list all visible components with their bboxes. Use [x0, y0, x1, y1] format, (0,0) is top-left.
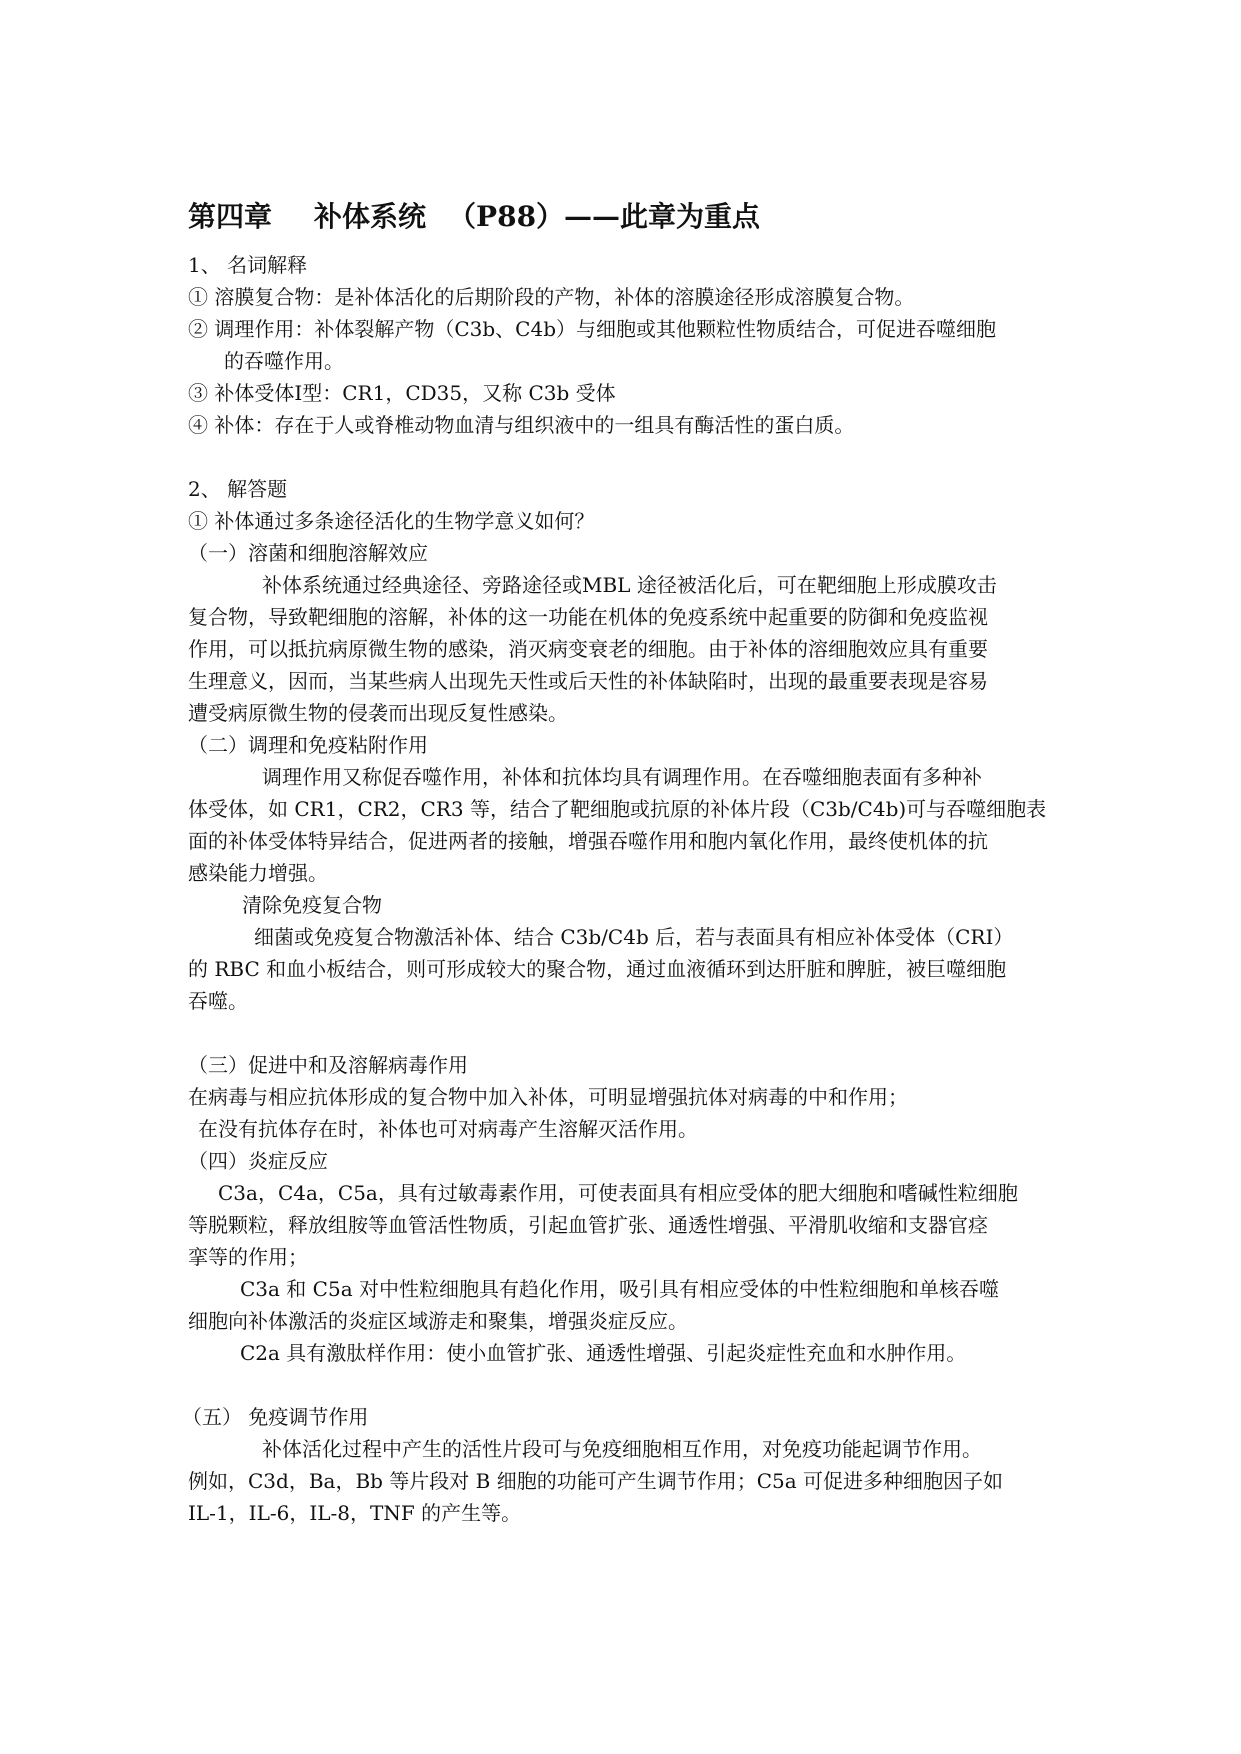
term-item-continuation: 的吞噬作用。 — [224, 349, 344, 373]
paragraph-line: 调理作用又称促吞噬作用，补体和抗体均具有调理作用。在吞噬细胞表面有多种补 — [262, 765, 982, 789]
chapter-title — [188, 199, 760, 235]
paragraph-line: 复合物，导致靶细胞的溶解，补体的这一功能在机体的免疫系统中起重要的防御和免疫监视 — [188, 605, 988, 629]
subsection-heading: （一）溶菌和细胞溶解效应 — [188, 541, 428, 565]
paragraph-line: 在病毒与相应抗体形成的复合物中加入补体，可明显增强抗体对病毒的中和作用； — [188, 1085, 908, 1109]
section-heading-terms: 1、 名词解释 — [188, 253, 308, 277]
term-item: ② 调理作用：补体裂解产物（C3b、C4b）与细胞或其他颗粒性物质结合，可促进吞噬细胞 — [188, 317, 997, 341]
paragraph-line: 吞噬。 — [188, 989, 248, 1013]
paragraph-line: C3a，C4a，C5a，具有过敏毒素作用，可使表面具有相应受体的肥大细胞和嗜碱性粒细胞 — [218, 1181, 1018, 1205]
paragraph-line: C2a 具有激肽样作用：使小血管扩张、通透性增强、引起炎症性充血和水肿作用。 — [240, 1341, 967, 1365]
term-item: ③ 补体受体Ⅰ型：CR1，CD35，又称 C3b 受体 — [188, 381, 616, 405]
paragraph-line: 面的补体受体特异结合，促进两者的接触，增强吞噬作用和胞内氧化作用，最终使机体的抗 — [188, 829, 988, 853]
paragraph-line: 遭受病原微生物的侵袭而出现反复性感染。 — [188, 701, 568, 725]
paragraph-line: 在没有抗体存在时，补体也可对病毒产生溶解灭活作用。 — [198, 1117, 698, 1141]
paragraph-line: 作用，可以抵抗病原微生物的感染，消灭病变衰老的细胞。由于补体的溶细胞效应具有重要 — [188, 637, 988, 661]
chapter-number: 第四章 — [188, 200, 273, 233]
question: ① 补体通过多条途径活化的生物学意义如何？ — [188, 509, 595, 533]
term-item: ① 溶膜复合物：是补体活化的后期阶段的产物，补体的溶膜途径形成溶膜复合物。 — [188, 285, 915, 309]
subsection-heading: （二）调理和免疫粘附作用 — [188, 733, 428, 757]
paragraph-line: 生理意义，因而，当某些病人出现先天性或后天性的补体缺陷时，出现的最重要表现是容易 — [188, 669, 988, 693]
section-heading-answers: 2、 解答题 — [188, 477, 288, 501]
chapter-suffix: （P88）——此章为重点 — [448, 200, 761, 233]
paragraph-line: C3a 和 C5a 对中性粒细胞具有趋化作用，吸引具有相应受体的中性粒细胞和单核吞噬 — [240, 1277, 999, 1301]
paragraph-line: 体受体，如 CR1，CR2，CR3 等，结合了靶细胞或抗原的补体片段（C3b/C4b)可与吞噬细胞表 — [188, 797, 1047, 821]
sub-heading: 清除免疫复合物 — [242, 893, 382, 917]
paragraph-line: 感染能力增强。 — [188, 861, 328, 885]
chapter-name: 补体系统 — [314, 200, 427, 233]
subsection-heading: （四）炎症反应 — [188, 1149, 328, 1173]
paragraph-line: 补体系统通过经典途径、旁路途径或MBL 途径被活化后，可在靶细胞上形成膜攻击 — [262, 573, 997, 597]
paragraph-line: 的 RBC 和血小板结合，则可形成较大的聚合物，通过血液循环到达肝脏和脾脏，被巨噬细胞 — [188, 957, 1007, 981]
paragraph-line: 例如，C3d，Ba，Bb 等片段对 B 细胞的功能可产生调节作用；C5a 可促进多种细胞因子如 — [188, 1469, 1004, 1493]
paragraph-line: 挛等的作用； — [188, 1245, 308, 1269]
subsection-heading: （五） 免疫调节作用 — [182, 1405, 369, 1429]
subsection-heading: （三）促进中和及溶解病毒作用 — [188, 1053, 468, 1077]
paragraph-line: 细胞向补体激活的炎症区域游走和聚集，增强炎症反应。 — [188, 1309, 688, 1333]
paragraph-line: IL-1，IL-6，IL-8，TNF 的产生等。 — [188, 1501, 522, 1525]
paragraph-line: 细菌或免疫复合物激活补体、结合 C3b/C4b 后，若与表面具有相应补体受体（CRI） — [254, 925, 1014, 949]
paragraph-line: 补体活化过程中产生的活性片段可与免疫细胞相互作用，对免疫功能起调节作用。 — [262, 1437, 982, 1461]
paragraph-line: 等脱颗粒，释放组胺等血管活性物质，引起血管扩张、通透性增强、平滑肌收缩和支器官痉 — [188, 1213, 988, 1237]
term-item: ④ 补体：存在于人或脊椎动物血清与组织液中的一组具有酶活性的蛋白质。 — [188, 413, 855, 437]
